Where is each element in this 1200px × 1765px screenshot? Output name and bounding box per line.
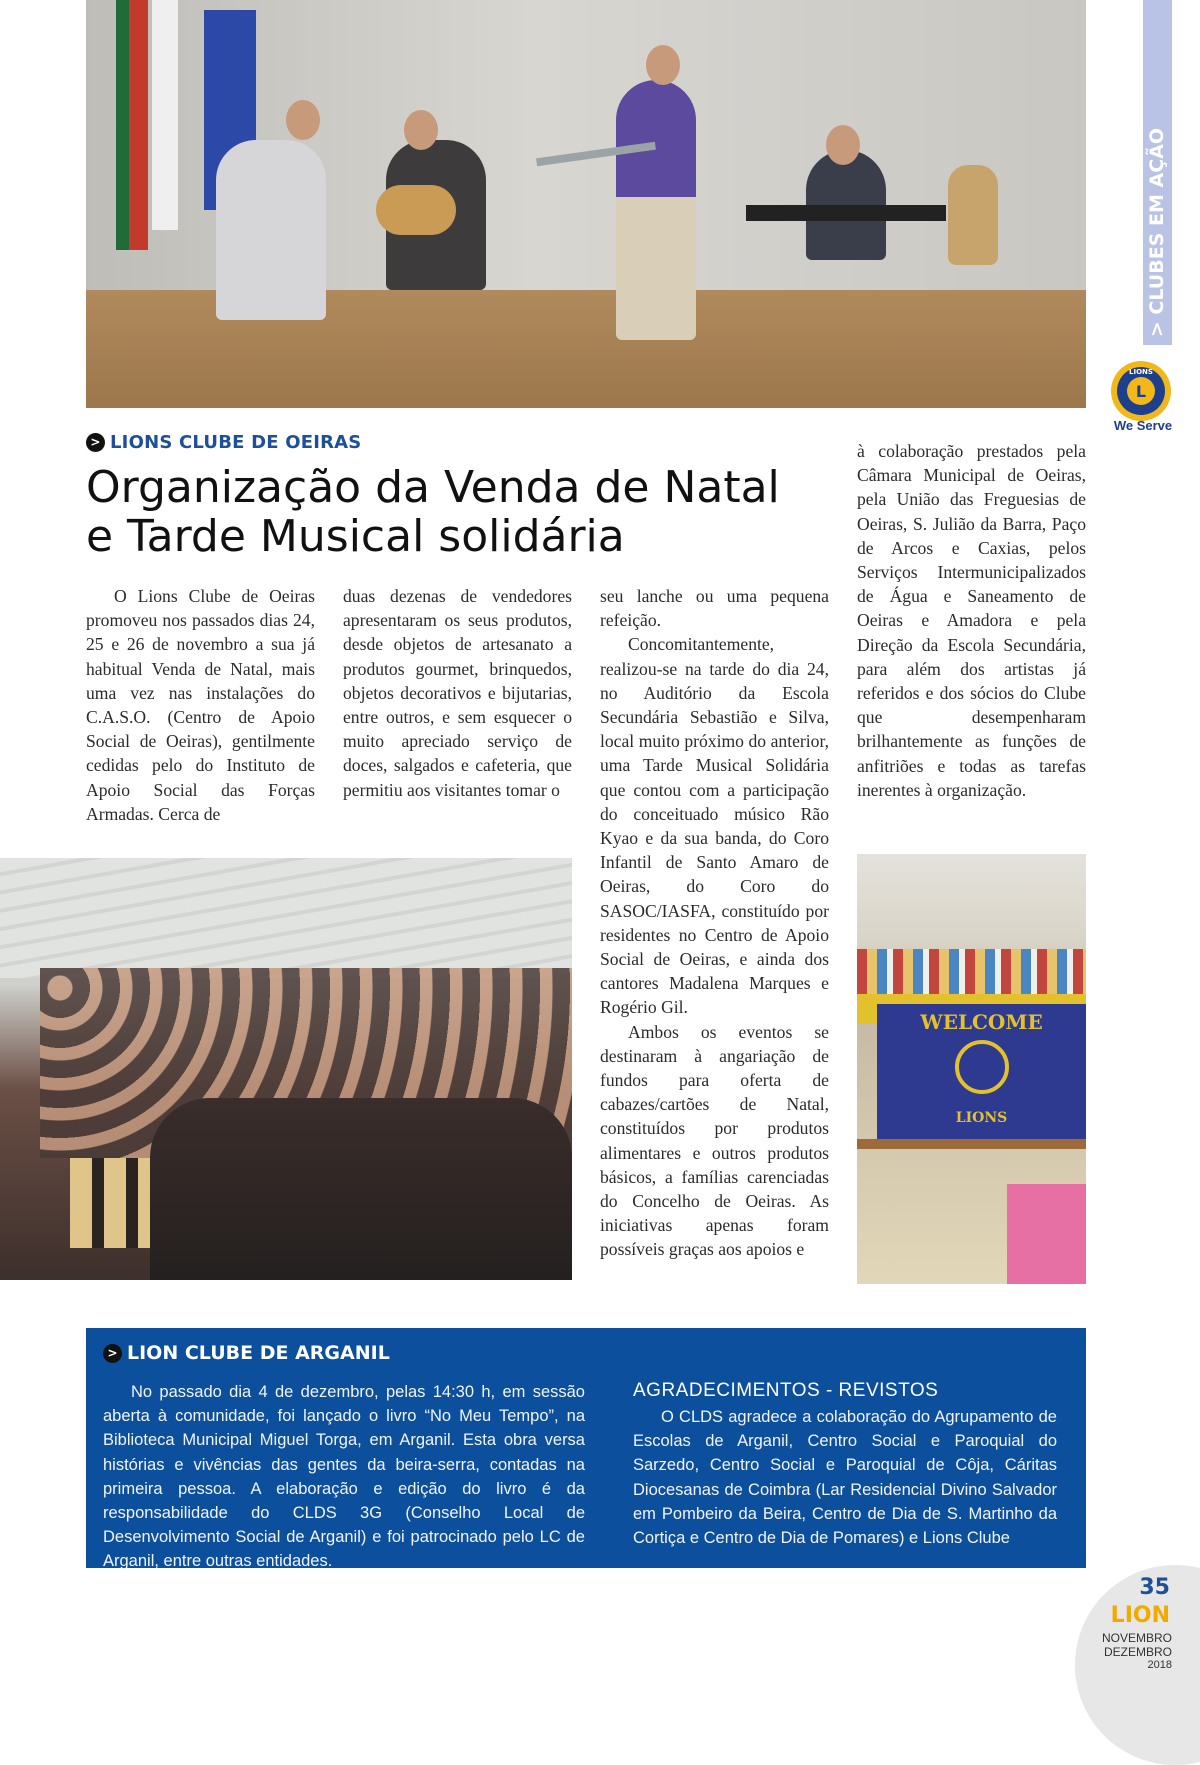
flute-player (616, 80, 696, 340)
keyboard (746, 205, 946, 221)
article-paragraph: à colaboração prestados pela Câmara Municipal de Oeiras, pela União das Freguesias de Oeiras, S. Julião da Barra, Paço de Arcos e Caxias, pelos Serviços Intermunicipalizados de Água e Saneamento de Oeiras e Amadora e pela Direção da Escola Secundária, para além dos artistas já referidos e dos sócios do Clube que desempenharam brilhantemente as funções de anfitriões e todas as tarefas inerentes à organização. (857, 441, 1086, 800)
audience-photo (0, 858, 572, 1280)
lions-logo-letter: L (1135, 382, 1147, 401)
article-title-line1: Organização da Venda de Natal (86, 462, 780, 513)
conga-drum (948, 165, 998, 265)
article-club-heading (86, 432, 361, 453)
thanks-paragraph: O CLDS agradece a colaboração do Agrupamento de Escolas de Arganil, Centro Social e Paroquial do Sarzedo, Centro Social e Paroquial de Côja, Cáritas Diocesanas de Coimbra (Lar Residencial Divino Salvador em Pombeiro da Beira, Centro de Dia de S. Martinho da Cortiça e Centro de Dia de Pomares) e Lions Clube (633, 1408, 1057, 1548)
issue-month-2: DEZEMBRO (1103, 1645, 1172, 1659)
keyboardist-head (826, 125, 860, 165)
article-column-4 (857, 439, 1086, 802)
white-flag (152, 0, 178, 230)
article-paragraph: duas dezenas de vendedores apresentaram os seus produtos, desde objetos de artesanato a produtos gourmet, brinquedos, objetos decorativos e bijutarias, entre outros, e sem esquecer o muito apreciado serviço de doces, salgados e cafeteria, que permitiu aos visitantes tomar o (343, 586, 572, 800)
stage-concert-photo (86, 0, 1086, 408)
arganil-heading (103, 1342, 390, 1364)
section-side-tab-label: > CLUBES EM AÇÃO (1146, 127, 1168, 337)
article-column-3 (600, 584, 829, 1262)
audience-front-row (150, 1098, 572, 1280)
article-title-line2: e Tarde Musical solidária (86, 511, 625, 562)
arganil-news-box (86, 1328, 1086, 1571)
article-column-2 (343, 584, 572, 802)
arganil-body (103, 1380, 585, 1574)
magazine-name: LION (1110, 1603, 1170, 1628)
portugal-flag (116, 0, 148, 250)
thanks-heading: AGRADECIMENTOS - REVISTOS (633, 1380, 939, 1401)
banner-lions-emblem (955, 1040, 1009, 1094)
acoustic-guitar (376, 185, 456, 235)
welcome-banner-text: WELCOME (920, 1010, 1043, 1034)
article-paragraph: O Lions Clube de Oeiras promoveu nos passados dias 24, 25 e 26 de novembro a sua já habitual Venda de Natal, mais uma vez nas instalações do C.A.S.O. (Centro de Apoio Social de Oeiras), gentilmente cedidas pelo do Instituto de Apoio Social das Forças Armadas. Cerca de (86, 586, 315, 824)
article-paragraph: Concomitantemente, realizou-se na tarde do dia 24, no Auditório da Escola Secundária Sebastião e Silva, local muito próximo do anterior, uma Tarde Musical Solidária que contou com a participação do conceituado músico Rão Kyao e da sua banda, do Coro Infantil de Santo Amaro de Oeiras, do Coro do SASOC/IASFA, constituído por residentes no Centro de Apoio Social de Oeiras, e ainda dos cantores Madalena Marques e Rogério Gil. (600, 634, 829, 1018)
article-title (86, 463, 786, 561)
section-side-tab (1143, 0, 1172, 345)
auditorium-wall (0, 858, 572, 978)
article-column-1 (86, 584, 315, 826)
arganil-heading-label: LION CLUBE DE ARGANIL (127, 1342, 390, 1364)
banner-lions-text: LIONS (955, 1110, 1008, 1126)
page-number: 35 (1139, 1575, 1170, 1600)
brand-tagline: We Serve (1113, 418, 1173, 433)
lions-logo-text: LIONS (1129, 368, 1153, 376)
flute-player-head (646, 45, 680, 85)
issue-month-1: NOVEMBRO (1101, 1631, 1172, 1645)
arganil-paragraph: No passado dia 4 de dezembro, pelas 14:30 h, em sessão aberta à comunidade, foi lançado o livro “No Meu Tempo”, na Biblioteca Municipal Miguel Torga, em Arganil. Esta obra versa histórias e vivências das gentes da beira-serra, contadas na primeira pessoa. A elaboração e edição do livro é da responsabilidade do CLDS 3G (Conselho Local de Desenvolvimento Social de Arganil) e foi patrocinado pelo LC de Arganil, entre outras entidades. (103, 1383, 585, 1571)
guitarist-left (216, 140, 326, 320)
barbie-box (1007, 1184, 1086, 1284)
guitarist-center-head (404, 110, 438, 150)
issue-months (1080, 1631, 1172, 1659)
table-legs (857, 1139, 1086, 1149)
sale-table-photo (857, 854, 1086, 1284)
chevron-right-circle-icon: > (103, 1344, 122, 1363)
welcome-banner (877, 1004, 1086, 1139)
issue-year: 2018 (1147, 1659, 1172, 1671)
article-club-name: LIONS CLUBE DE OEIRAS (110, 432, 362, 453)
thanks-body (633, 1405, 1057, 1550)
guitarist-left-head (286, 100, 320, 140)
chevron-right-circle-icon: > (86, 433, 105, 452)
lions-logo (1110, 360, 1172, 422)
article-paragraph: Ambos os eventos se destinaram à angariação de fundos para oferta de cabazes/cartões de Natal, constituídos por produtos alimentares e outros produtos básicos, a famílias carenciadas do Concelho de Oeiras. As iniciativas apenas foram possíveis graças aos apoios e (600, 1021, 829, 1260)
article-paragraph: seu lanche ou uma pequena refeição. (600, 586, 829, 631)
